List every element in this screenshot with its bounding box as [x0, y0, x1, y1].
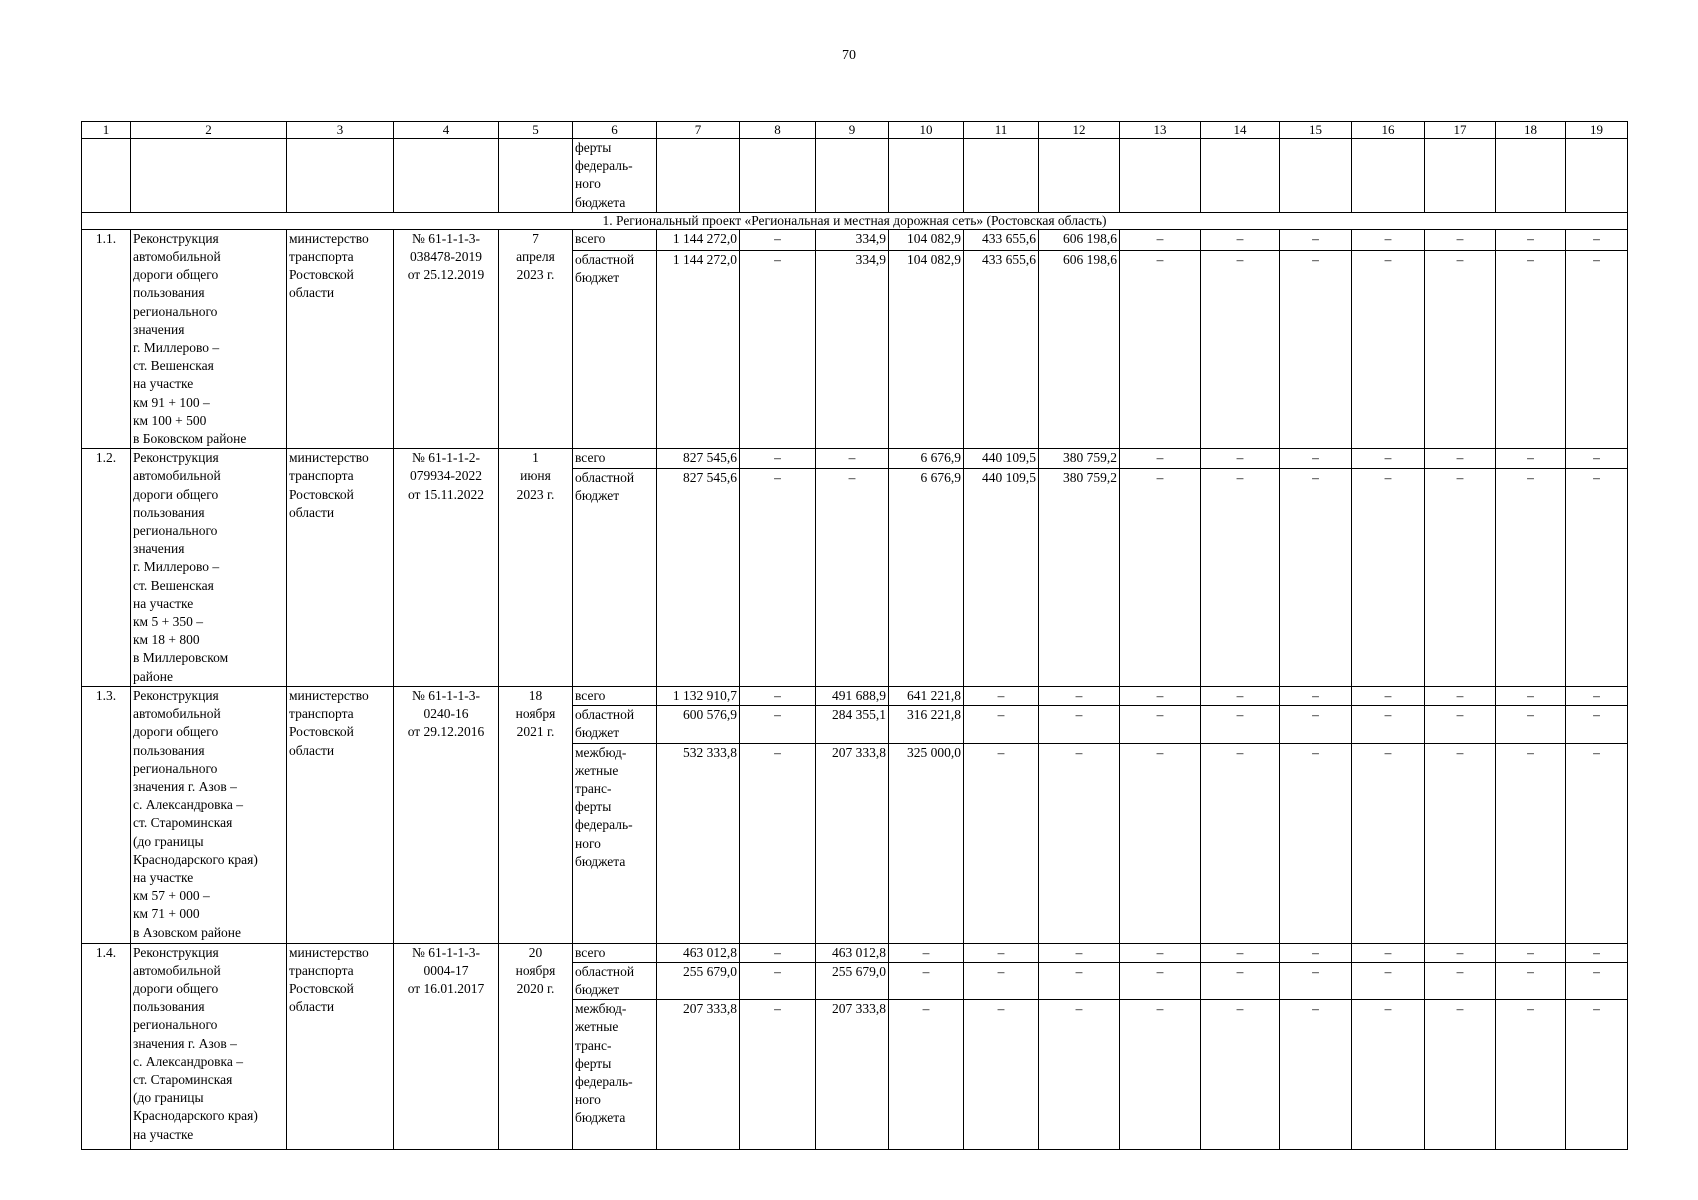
amount-cell: 606 198,6	[1039, 250, 1120, 448]
amount-cell: –	[1566, 229, 1628, 250]
amount-cell: –	[1566, 1000, 1628, 1150]
amount-cell: 1 132 910,7	[657, 686, 740, 705]
amount-cell: –	[1280, 743, 1352, 943]
agreement-cell: № 61-1-1-2- 079934-2022 от 15.11.2022	[394, 449, 499, 687]
amount-cell: –	[1496, 743, 1566, 943]
object-name-cell: Реконструкция автомобильной дороги общего пользования регионального значения г. Миллерово – ст. Вешенская на участке км 5 + 350 – км 18 + 800 в Миллеровском районе	[131, 449, 287, 687]
amount-cell: –	[1201, 686, 1280, 705]
amount-cell: 1 144 272,0	[657, 229, 740, 250]
amount-cell: –	[1496, 449, 1566, 469]
amount-cell: 491 688,9	[816, 686, 889, 705]
amount-cell: 1 144 272,0	[657, 250, 740, 448]
amount-cell: 316 221,8	[889, 706, 964, 743]
column-number-header: 8	[740, 122, 816, 139]
object-name-cell: Реконструкция автомобильной дороги общего пользования регионального значения г. Миллерово – ст. Вешенская на участке км 91 + 100 – км 100 + 500 в Боковском районе	[131, 229, 287, 448]
amount-cell: –	[1039, 1000, 1120, 1150]
section-row	[82, 212, 1628, 229]
column-number-header: 7	[657, 122, 740, 139]
column-number-header: 6	[573, 122, 657, 139]
funding-source-cell: всего	[573, 229, 657, 250]
amount-cell: 380 759,2	[1039, 449, 1120, 469]
amount-cell: –	[1566, 943, 1628, 962]
funding-source-cell: межбюд- жетные транс- ферты федераль- ного бюджета	[573, 743, 657, 943]
amount-cell: –	[1566, 250, 1628, 448]
amount-cell: –	[1120, 743, 1201, 943]
agreement-cell: № 61-1-1-3- 0240-16 от 29.12.2016	[394, 686, 499, 943]
object-name-cell: Реконструкция автомобильной дороги общего пользования регионального значения г. Азов – с. Александровка – ст. Староминская (до границы Краснодарского края) на участке	[131, 943, 287, 1150]
column-number-header: 4	[394, 122, 499, 139]
column-number-header: 16	[1352, 122, 1425, 139]
amount-cell: –	[1425, 1000, 1496, 1150]
column-number-header: 13	[1120, 122, 1201, 139]
amount-cell: 600 576,9	[657, 706, 740, 743]
amount-cell: –	[1201, 743, 1280, 943]
amount-cell: –	[1201, 229, 1280, 250]
amount-cell: –	[1425, 686, 1496, 705]
empty-cell	[1201, 139, 1280, 213]
empty-cell	[499, 139, 573, 213]
empty-cell	[964, 139, 1039, 213]
amount-cell: –	[964, 962, 1039, 999]
executor-cell: министерство транспорта Ростовской области	[287, 943, 394, 1150]
empty-cell	[394, 139, 499, 213]
executor-cell: министерство транспорта Ростовской области	[287, 449, 394, 687]
column-number-header: 19	[1566, 122, 1628, 139]
amount-cell: –	[964, 1000, 1039, 1150]
amount-cell: –	[816, 449, 889, 469]
amount-cell: 334,9	[816, 229, 889, 250]
amount-cell: –	[1280, 686, 1352, 705]
amount-cell: 440 109,5	[964, 468, 1039, 686]
amount-cell: –	[1425, 962, 1496, 999]
amount-cell: –	[816, 468, 889, 686]
column-number-header: 12	[1039, 122, 1120, 139]
date-cell: 20 ноября 2020 г.	[499, 943, 573, 1150]
amount-cell: –	[1352, 706, 1425, 743]
amount-cell: –	[889, 1000, 964, 1150]
amount-cell: –	[1201, 250, 1280, 448]
amount-cell: –	[1201, 468, 1280, 686]
section-title: 1. Региональный проект «Региональная и местная дорожная сеть» (Ростовская область)	[82, 212, 1628, 229]
amount-cell: –	[1120, 943, 1201, 962]
amount-cell: –	[1352, 962, 1425, 999]
amount-cell: 463 012,8	[816, 943, 889, 962]
empty-cell	[1352, 139, 1425, 213]
amount-cell: –	[1280, 250, 1352, 448]
empty-cell	[889, 139, 964, 213]
empty-cell	[1566, 139, 1628, 213]
column-number-header: 9	[816, 122, 889, 139]
amount-cell: –	[1566, 449, 1628, 469]
amount-cell: 255 679,0	[816, 962, 889, 999]
amount-cell: –	[1280, 468, 1352, 686]
amount-cell: –	[1120, 468, 1201, 686]
amount-cell: –	[1280, 449, 1352, 469]
amount-cell: –	[1039, 743, 1120, 943]
table-row	[82, 449, 1628, 469]
amount-cell: –	[964, 706, 1039, 743]
funding-source-cell: межбюд- жетные транс- ферты федераль- ного бюджета	[573, 1000, 657, 1150]
amount-cell: –	[1120, 1000, 1201, 1150]
amount-cell: –	[1425, 250, 1496, 448]
empty-cell	[82, 139, 131, 213]
column-number-row	[82, 122, 1628, 139]
amount-cell: –	[1496, 468, 1566, 686]
amount-cell: –	[1280, 962, 1352, 999]
amount-cell: –	[1352, 250, 1425, 448]
empty-cell	[1039, 139, 1120, 213]
column-number-header: 5	[499, 122, 573, 139]
amount-cell: –	[1496, 250, 1566, 448]
amount-cell: –	[1566, 686, 1628, 705]
funding-source-cell: областной бюджет	[573, 706, 657, 743]
amount-cell: –	[1566, 706, 1628, 743]
amount-cell: 207 333,8	[816, 743, 889, 943]
amount-cell: –	[1120, 686, 1201, 705]
empty-cell	[1280, 139, 1352, 213]
amount-cell: –	[1352, 468, 1425, 686]
empty-cell	[287, 139, 394, 213]
amount-cell: –	[1120, 229, 1201, 250]
amount-cell: –	[740, 743, 816, 943]
empty-cell	[131, 139, 287, 213]
amount-cell: –	[964, 743, 1039, 943]
amount-cell: 380 759,2	[1039, 468, 1120, 686]
amount-cell: –	[889, 943, 964, 962]
executor-cell: министерство транспорта Ростовской области	[287, 229, 394, 448]
amount-cell: –	[1120, 250, 1201, 448]
amount-cell: –	[1352, 943, 1425, 962]
empty-cell	[1496, 139, 1566, 213]
amount-cell: –	[1120, 962, 1201, 999]
funding-source-cell: всего	[573, 943, 657, 962]
column-number-header: 15	[1280, 122, 1352, 139]
agreement-cell: № 61-1-1-3- 038478-2019 от 25.12.2019	[394, 229, 499, 448]
row-number-cell: 1.2.	[82, 449, 131, 687]
amount-cell: –	[889, 962, 964, 999]
amount-cell: –	[740, 449, 816, 469]
column-number-header: 17	[1425, 122, 1496, 139]
amount-cell: –	[1425, 229, 1496, 250]
amount-cell: –	[1201, 1000, 1280, 1150]
empty-cell	[657, 139, 740, 213]
amount-cell: 255 679,0	[657, 962, 740, 999]
amount-cell: 104 082,9	[889, 229, 964, 250]
amount-cell: 641 221,8	[889, 686, 964, 705]
column-number-header: 2	[131, 122, 287, 139]
amount-cell: 433 655,6	[964, 250, 1039, 448]
funding-source-cell: всего	[573, 686, 657, 705]
amount-cell: 532 333,8	[657, 743, 740, 943]
amount-cell: –	[1496, 229, 1566, 250]
amount-cell: 325 000,0	[889, 743, 964, 943]
amount-cell: 334,9	[816, 250, 889, 448]
funding-source-cell: областной бюджет	[573, 468, 657, 686]
amount-cell: –	[964, 686, 1039, 705]
empty-cell	[740, 139, 816, 213]
amount-cell: –	[740, 686, 816, 705]
table-body	[82, 122, 1628, 1150]
amount-cell: –	[1496, 686, 1566, 705]
amount-cell: –	[1425, 468, 1496, 686]
amount-cell: –	[1280, 1000, 1352, 1150]
amount-cell: 284 355,1	[816, 706, 889, 743]
column-number-header: 11	[964, 122, 1039, 139]
amount-cell: –	[1352, 743, 1425, 943]
column-number-header: 1	[82, 122, 131, 139]
amount-cell: –	[1039, 706, 1120, 743]
amount-cell: –	[740, 229, 816, 250]
amount-cell: –	[1280, 229, 1352, 250]
amount-cell: –	[1352, 1000, 1425, 1150]
amount-cell: –	[1566, 468, 1628, 686]
empty-cell	[1120, 139, 1201, 213]
date-cell: 18 ноября 2021 г.	[499, 686, 573, 943]
amount-cell: –	[740, 250, 816, 448]
amount-cell: –	[1039, 686, 1120, 705]
amount-cell: 433 655,6	[964, 229, 1039, 250]
amount-cell: 606 198,6	[1039, 229, 1120, 250]
date-cell: 1 июня 2023 г.	[499, 449, 573, 687]
column-number-header: 3	[287, 122, 394, 139]
amount-cell: –	[740, 706, 816, 743]
amount-cell: –	[1352, 229, 1425, 250]
continuation-row	[82, 139, 1628, 213]
amount-cell: –	[740, 962, 816, 999]
amount-cell: –	[740, 468, 816, 686]
funding-source-cell: ферты федераль- ного бюджета	[573, 139, 657, 213]
amount-cell: –	[740, 943, 816, 962]
date-cell: 7 апреля 2023 г.	[499, 229, 573, 448]
amount-cell: –	[1352, 686, 1425, 705]
amount-cell: –	[1201, 962, 1280, 999]
amount-cell: –	[1496, 1000, 1566, 1150]
amount-cell: –	[1352, 449, 1425, 469]
row-number-cell: 1.3.	[82, 686, 131, 943]
amount-cell: 207 333,8	[816, 1000, 889, 1150]
row-number-cell: 1.4.	[82, 943, 131, 1150]
amount-cell: –	[1201, 706, 1280, 743]
amount-cell: –	[1566, 962, 1628, 999]
amount-cell: –	[1201, 943, 1280, 962]
amount-cell: 207 333,8	[657, 1000, 740, 1150]
amount-cell: 827 545,6	[657, 449, 740, 469]
amount-cell: –	[1496, 943, 1566, 962]
amount-cell: –	[1425, 449, 1496, 469]
row-number-cell: 1.1.	[82, 229, 131, 448]
funding-source-cell: всего	[573, 449, 657, 469]
executor-cell: министерство транспорта Ростовской области	[287, 686, 394, 943]
amount-cell: 6 676,9	[889, 449, 964, 469]
object-name-cell: Реконструкция автомобильной дороги общего пользования регионального значения г. Азов – с. Александровка – ст. Староминская (до границы Краснодарского края) на участке км 57 + 000 – км 71 + 000 в Азовском районе	[131, 686, 287, 943]
amount-cell: 463 012,8	[657, 943, 740, 962]
amount-cell: 440 109,5	[964, 449, 1039, 469]
budget-table	[81, 121, 1628, 1150]
funding-source-cell: областной бюджет	[573, 962, 657, 999]
column-number-header: 10	[889, 122, 964, 139]
amount-cell: –	[1120, 449, 1201, 469]
table-row	[82, 229, 1628, 250]
amount-cell: –	[1425, 743, 1496, 943]
column-number-header: 14	[1201, 122, 1280, 139]
amount-cell: –	[740, 1000, 816, 1150]
amount-cell: 6 676,9	[889, 468, 964, 686]
funding-source-cell: областной бюджет	[573, 250, 657, 448]
amount-cell: 827 545,6	[657, 468, 740, 686]
amount-cell: 104 082,9	[889, 250, 964, 448]
amount-cell: –	[1201, 449, 1280, 469]
page-number: 70	[842, 48, 856, 63]
amount-cell: –	[1039, 943, 1120, 962]
amount-cell: –	[1280, 706, 1352, 743]
amount-cell: –	[1496, 706, 1566, 743]
amount-cell: –	[1280, 943, 1352, 962]
amount-cell: –	[1496, 962, 1566, 999]
table-row	[82, 943, 1628, 962]
amount-cell: –	[1566, 743, 1628, 943]
table-row	[82, 686, 1628, 705]
agreement-cell: № 61-1-1-3- 0004-17 от 16.01.2017	[394, 943, 499, 1150]
amount-cell: –	[1425, 943, 1496, 962]
amount-cell: –	[964, 943, 1039, 962]
empty-cell	[1425, 139, 1496, 213]
amount-cell: –	[1120, 706, 1201, 743]
amount-cell: –	[1425, 706, 1496, 743]
amount-cell: –	[1039, 962, 1120, 999]
empty-cell	[816, 139, 889, 213]
column-number-header: 18	[1496, 122, 1566, 139]
